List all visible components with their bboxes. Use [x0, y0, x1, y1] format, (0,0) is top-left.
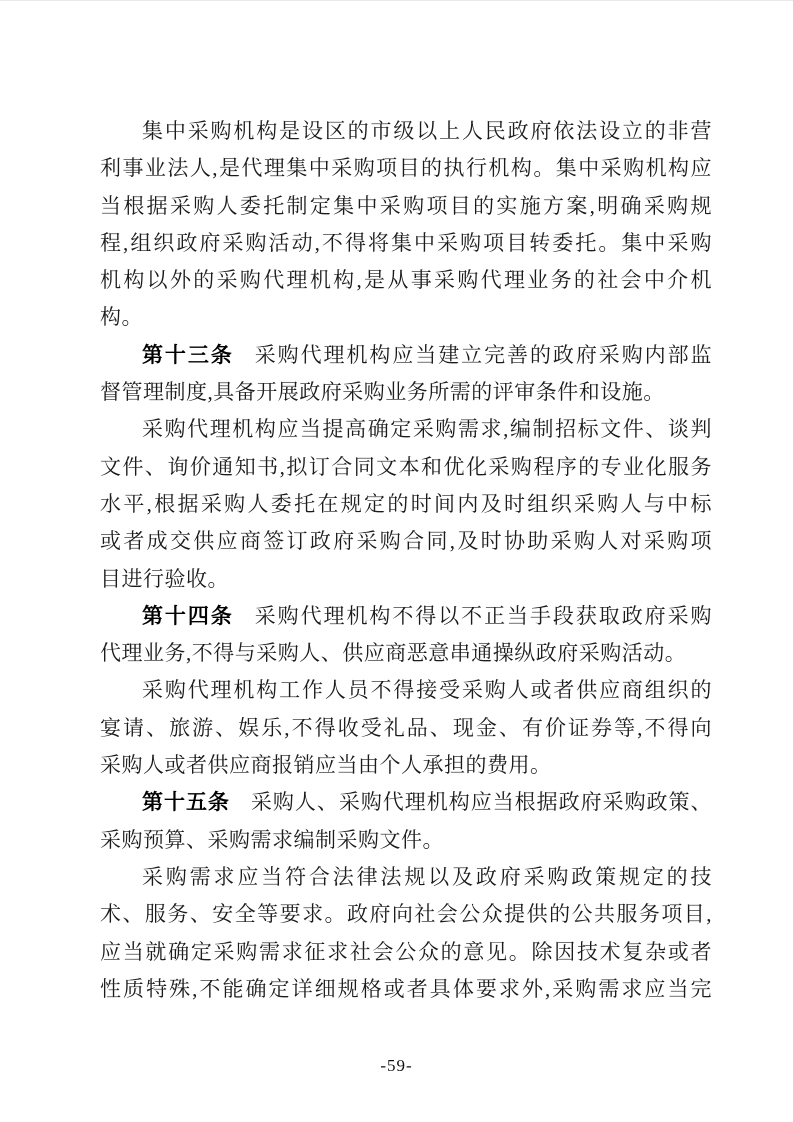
- text-line: 或者成交供应商签订政府采购合同,及时协助采购人对采购项: [100, 529, 712, 554]
- text-line: 文件、询价通知书,拟订合同文本和优化采购程序的专业化服务: [100, 454, 712, 479]
- text-line: 利事业法人,是代理集中采购项目的执行机构。集中采购机构应: [100, 156, 712, 181]
- text-line: 采购需求应当符合法律法规以及政府采购政策规定的技: [142, 864, 712, 889]
- page-number: -59-: [380, 1056, 413, 1075]
- text-line: 应当就确定采购需求征求社会公众的意见。除因技术复杂或者: [100, 939, 712, 964]
- article-number: 第十三条: [142, 342, 234, 367]
- paragraph: [100, 113, 712, 337]
- body-text: [100, 113, 712, 1008]
- text-line: 构。: [100, 305, 143, 330]
- paragraph: [100, 784, 712, 859]
- article-number: 第十五条: [142, 790, 230, 815]
- text-line: 机构以外的采购代理机构,是从事采购代理业务的社会中介机: [100, 268, 712, 293]
- text-line: 代理业务,不得与采购人、供应商恶意串通操纵政府采购活动。: [100, 641, 687, 666]
- text-line: 宴请、旅游、娱乐,不得收受礼品、现金、有价证券等,不得向: [100, 715, 712, 740]
- text-line: 性质特殊,不能确定详细规格或者具体要求外,采购需求应当完: [100, 976, 712, 1001]
- paragraph: [100, 598, 712, 673]
- text-line: 采购代理机构应当提高确定采购需求,编制招标文件、谈判: [142, 417, 712, 442]
- article-number: 第十四条: [142, 603, 234, 628]
- text-line: 采购预算、采购需求编制采购文件。: [100, 827, 444, 852]
- paragraph: [100, 337, 712, 412]
- text-line: 目进行验收。: [100, 566, 229, 591]
- paragraph: [100, 672, 712, 784]
- text-line: 术、服务、安全等要求。政府向社会公众提供的公共服务项目,: [100, 902, 712, 927]
- text-line: 督管理制度,具备开展政府采购业务所需的评审条件和设施。: [100, 380, 665, 405]
- text-line: 采购代理机构工作人员不得接受采购人或者供应商组织的: [142, 678, 712, 703]
- text-line: 集中采购机构是设区的市级以上人民政府依法设立的非营: [142, 119, 712, 143]
- text-line: 当根据采购人委托制定集中采购项目的实施方案,明确采购规: [100, 193, 712, 218]
- text-line: 第十三条 采购代理机构应当建立完善的政府采购内部监: [142, 342, 713, 367]
- text-line: 程,组织政府采购活动,不得将集中采购项目转委托。集中采购: [100, 230, 712, 255]
- paragraph: [100, 859, 712, 1008]
- text-line: 第十四条 采购代理机构不得以不正当手段获取政府采购: [142, 603, 713, 628]
- paragraph: [100, 411, 712, 597]
- text-line: 第十五条 采购人、采购代理机构应当根据政府采购政策、: [142, 790, 713, 815]
- text-line: 采购人或者供应商报销应当由个人承担的费用。: [100, 753, 552, 778]
- text-line: 水平,根据采购人委托在规定的时间内及时组织采购人与中标: [100, 491, 712, 516]
